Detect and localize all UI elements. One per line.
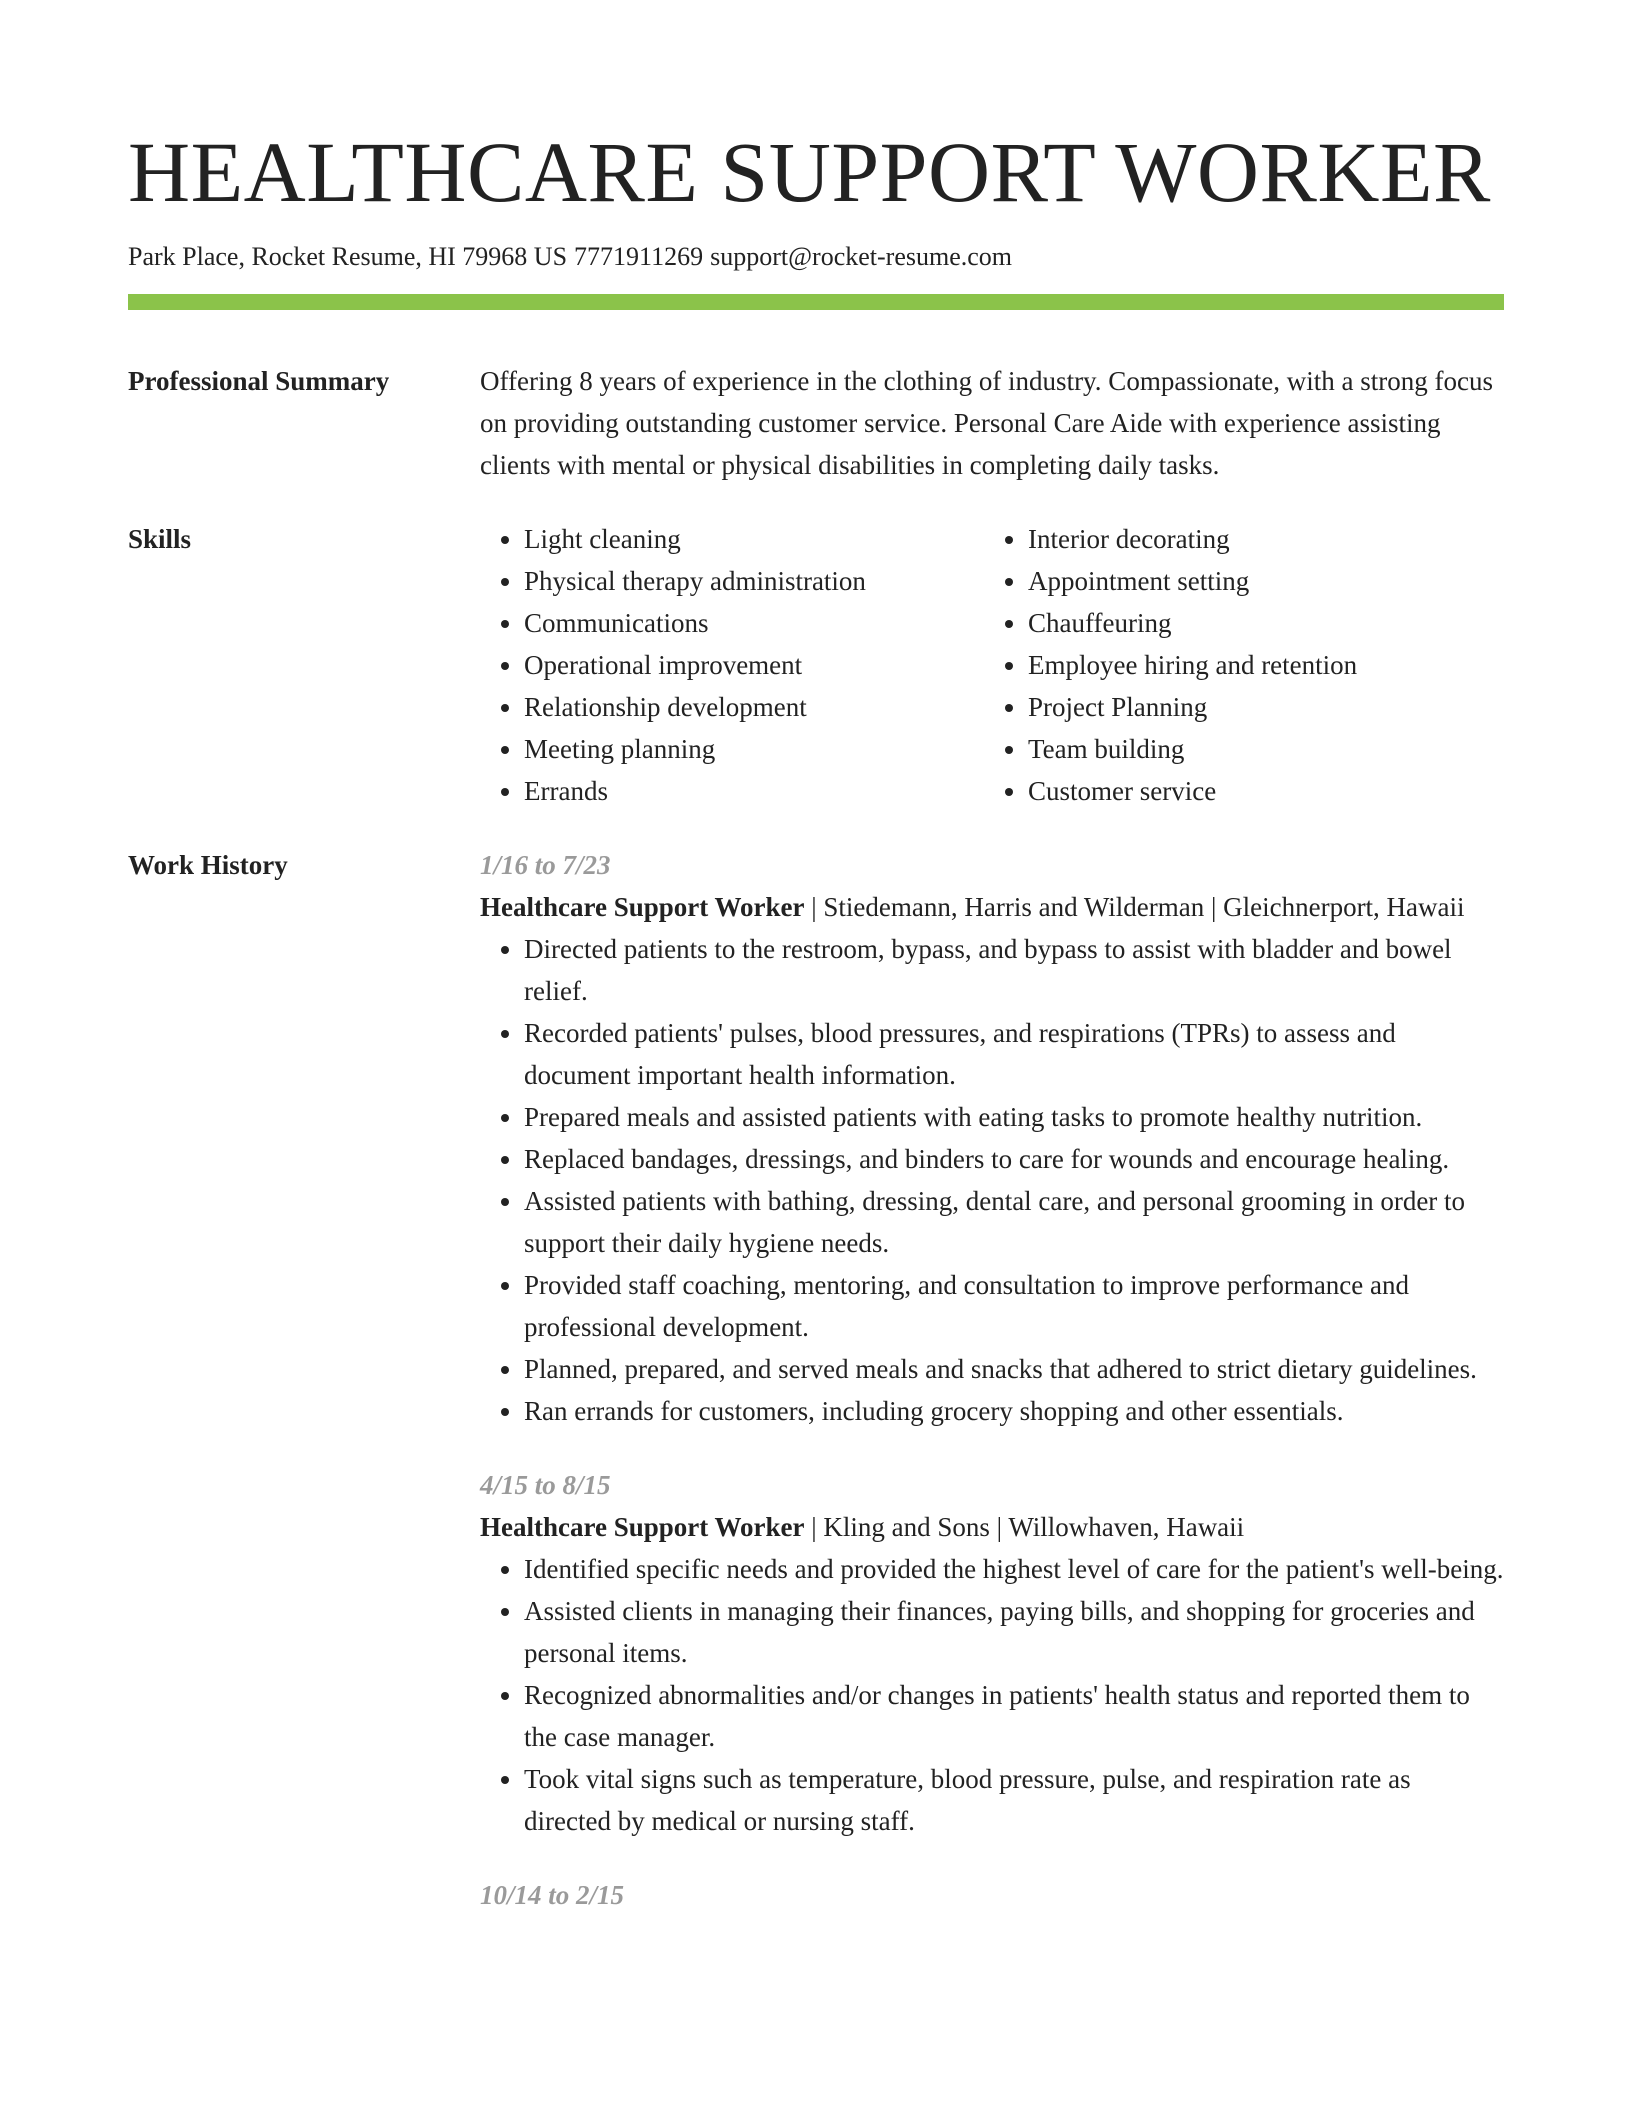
job-dates: 10/14 to 2/15: [480, 1880, 625, 1910]
job-bullet: • Recognized abnormalities and/or changes in patients' health status and reported them to the case manager.: [524, 1674, 1504, 1758]
skills-columns: [480, 518, 1528, 812]
job-bullet: • Assisted clients in managing their finances, paying bills, and shopping for groceries and personal items.: [524, 1590, 1504, 1674]
skill-item: • Physical therapy administration: [524, 560, 984, 602]
job-employer-location: | Kling and Sons | Willowhaven, Hawaii: [804, 1512, 1245, 1542]
job-entry: [480, 844, 1504, 1432]
job-bullet: • Prepared meals and assisted patients with eating tasks to promote healthy nutrition.: [524, 1096, 1504, 1138]
job-title-line: [480, 1506, 1504, 1548]
section-label: Professional Summary: [128, 366, 390, 396]
contact-email[interactable]: support@rocket-resume.com: [710, 242, 1013, 271]
job-bullet: • Planned, prepared, and served meals and snacks that adhered to strict dietary guidelines.: [524, 1348, 1504, 1390]
candidate-name: HEALTHCARE SUPPORT WORKER: [128, 124, 1491, 220]
contact-line: [128, 240, 1504, 274]
skill-item: • Employee hiring and retention: [1028, 644, 1528, 686]
skill-item: • Meeting planning: [524, 728, 984, 770]
section-label: Work History: [128, 850, 288, 880]
resume-page: [128, 0, 1504, 1948]
professional-summary-section: [128, 360, 1504, 486]
skill-item: • Team building: [1028, 728, 1528, 770]
job-bullet: • Recorded patients' pulses, blood pressures, and respirations (TPRs) to assess and document important health information.: [524, 1012, 1504, 1096]
job-bullet: • Replaced bandages, dressings, and binders to care for wounds and encourage healing.: [524, 1138, 1504, 1180]
skill-item: • Customer service: [1028, 770, 1528, 812]
skill-item: • Communications: [524, 602, 984, 644]
skills-section: [128, 518, 1504, 812]
job-title-line: [480, 886, 1504, 928]
job-employer-location: | Stiedemann, Harris and Wilderman | Gleichnerport, Hawaii: [804, 892, 1465, 922]
job-bullet: • Took vital signs such as temperature, blood pressure, pulse, and respiration rate as directed by medical or nursing staff.: [524, 1758, 1504, 1842]
job-bullet: • Assisted patients with bathing, dressing, dental care, and personal grooming in order to support their daily hygiene needs.: [524, 1180, 1504, 1264]
skill-item: • Operational improvement: [524, 644, 984, 686]
work-history-body: [480, 844, 1504, 1948]
work-history-section: [128, 844, 1504, 1948]
job-bullet: • Provided staff coaching, mentoring, and consultation to improve performance and professional development.: [524, 1264, 1504, 1348]
job-bullet: • Directed patients to the restroom, bypass, and bypass to assist with bladder and bowel relief.: [524, 928, 1504, 1012]
section-label: Skills: [128, 524, 192, 554]
skill-item: • Appointment setting: [1028, 560, 1528, 602]
job-bullet-list: [480, 1548, 1504, 1842]
skill-item: • Errands: [524, 770, 984, 812]
skill-item: • Chauffeuring: [1028, 602, 1528, 644]
summary-text: Offering 8 years of experience in the clothing of industry. Compassionate, with a strong focus on providing outstanding customer service. Personal Care Aide with experience assisting clients with mental or physical disabilities in completing daily tasks.: [480, 366, 1494, 480]
job-bullet-list: [480, 928, 1504, 1432]
job-title: Healthcare Support Worker: [480, 1512, 805, 1542]
accent-divider: [128, 294, 1504, 310]
job-title: Healthcare Support Worker: [480, 892, 805, 922]
contact-phone: 7771911269: [574, 242, 704, 271]
skills-list-left: [480, 518, 984, 812]
skills-list-right: [984, 518, 1528, 812]
job-bullet: • Identified specific needs and provided the highest level of care for the patient's well-being.: [524, 1548, 1504, 1590]
job-entry: [480, 1874, 1504, 1916]
skill-item: • Project Planning: [1028, 686, 1528, 728]
job-dates: 1/16 to 7/23: [480, 850, 611, 880]
job-dates: 4/15 to 8/15: [480, 1470, 611, 1500]
job-bullet: • Ran errands for customers, including grocery shopping and other essentials.: [524, 1390, 1504, 1432]
skill-item: • Light cleaning: [524, 518, 984, 560]
job-entry: [480, 1464, 1504, 1842]
skill-item: • Relationship development: [524, 686, 984, 728]
skills-body: [480, 518, 1528, 812]
skill-item: • Interior decorating: [1028, 518, 1528, 560]
contact-address: Park Place, Rocket Resume, HI 79968 US: [128, 242, 568, 271]
